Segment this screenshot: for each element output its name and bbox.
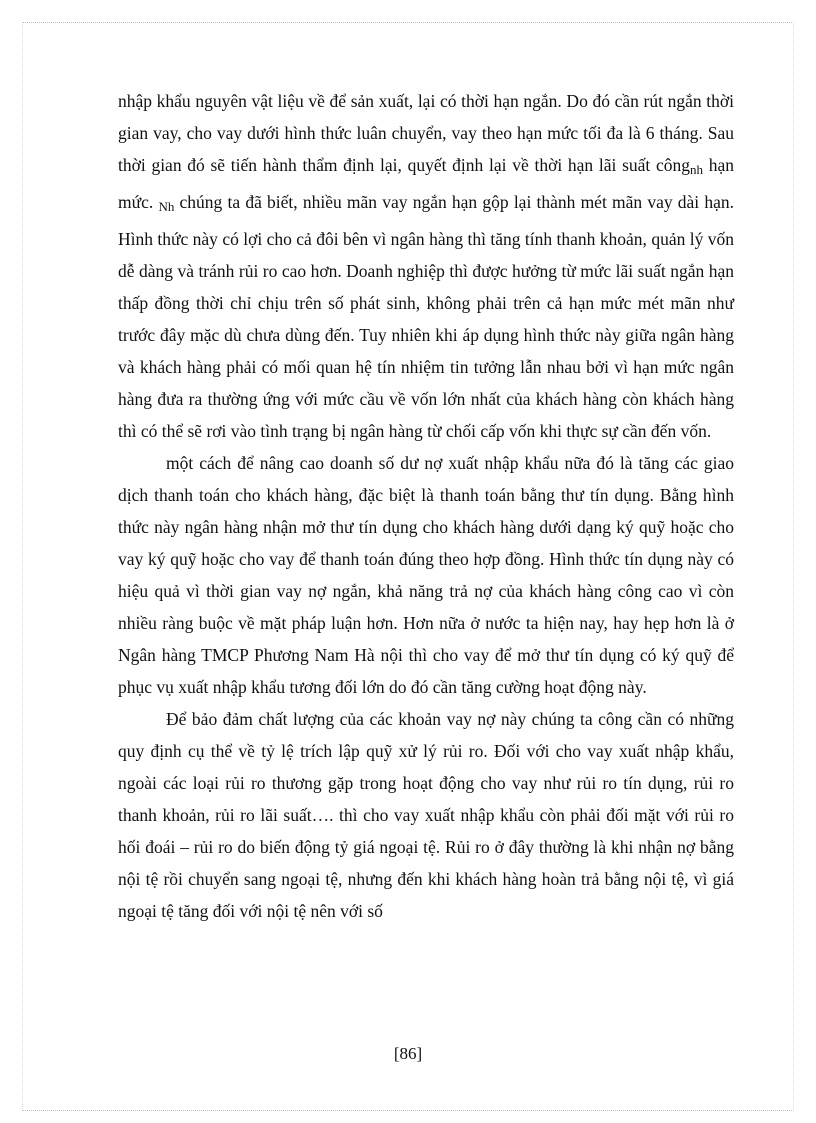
inline-fragment-nh: nh bbox=[690, 162, 704, 177]
paragraph-1 bbox=[118, 85, 734, 447]
paragraph-1-text-b: hạn mức. bbox=[118, 155, 734, 212]
page-number: [86] bbox=[393, 1044, 423, 1063]
paragraph-1-text-c: chúng ta đã biết, nhiều mãn vay ngắn hạn gộp lại thành mét mãn vay dài hạn. Hình thức này có lợi cho cả đôi bên vì ngân hàng thì tăng tính thanh khoản, quản lý vốn dễ dàng và tránh rủi ro cao hơn. Doanh nghiệp thì được hưởng từ mức lãi suất ngắn hạn thấp đồng thời chỉ chịu trên số phát sinh, không phải trên cả hạn mức mét mãn như trước đây mặc dù chưa dùng đến. Tuy nhiên khi áp dụng hình thức này giữa ngân hàng và khách hàng phải có mối quan hệ tín nhiệm tin tưởng lẫn nhau bởi vì hạn mức ngân hàng đưa ra thường ứng với mức cầu về vốn lớn nhất của khách hàng còn khách hàng thì có thể sẽ rơi vào tình trạng bị ngân hàng từ chối cấp vốn khi thực sự cần đến vốn. bbox=[118, 192, 735, 441]
paragraph-1-text-a: nhập khẩu nguyên vật liệu về để sản xuất, lại có thời hạn ngắn. Do đó cần rút ngắn thời gian vay, cho vay dưới hình thức luân chuyển, vay theo hạn mức tối đa là 6 tháng. Sau thời gian đó sẽ tiến hành thẩm định lại, quyết định lại về thời hạn lãi suất công bbox=[118, 91, 734, 175]
paragraph-2: một cách để nâng cao doanh số dư nợ xuất nhập khẩu nữa đó là tăng các giao dịch thanh toán cho khách hàng, đặc biệt là thanh toán bằng thư tín dụng. Bằng hình thức này ngân hàng nhận mở thư tín dụng cho khách hàng dưới dạng ký quỹ hoặc cho vay ký quỹ hoặc cho vay để thanh toán đúng theo hợp đồng. Hình thức tín dụng này có hiệu quả vì thời gian vay nợ ngắn, khả năng trả nợ của khách hàng công cao vì còn nhiều ràng buộc về mặt pháp luận hơn. Hơn nữa ở nước ta hiện nay, hay hẹp hơn là ở Ngân hàng TMCP Phương Nam Hà nội thì cho vay để mở thư tín dụng có ký quỹ để phục vụ xuất nhập khẩu tương đối lớn do đó cần tăng cường hoạt động này. bbox=[118, 453, 734, 697]
paragraph-3: Để bảo đảm chất lượng của các khoản vay nợ này chúng ta công cần có những quy định cụ thể về tỷ lệ trích lập quỹ xử lý rủi ro. Đối với cho vay xuất nhập khẩu, ngoài các loại rủi ro thương gặp trong hoạt động cho vay như rủi ro tín dụng, rủi ro thanh khoản, rủi ro lãi suất…. thì cho vay xuất nhập khẩu còn phải đối mặt với rủi ro hối đoái – rủi ro do biến động tỷ giá ngoại tệ. Rủi ro ở đây thường là khi nhận nợ bằng nội tệ rồi chuyển sang ngoại tệ, nhưng đến khi khách hàng hoàn trả bằng nội tệ, vì giá ngoại tệ tăng đối với nội tệ nên với số bbox=[118, 709, 734, 921]
inline-fragment-Nh: Nh bbox=[158, 199, 175, 214]
document-body bbox=[118, 85, 734, 927]
